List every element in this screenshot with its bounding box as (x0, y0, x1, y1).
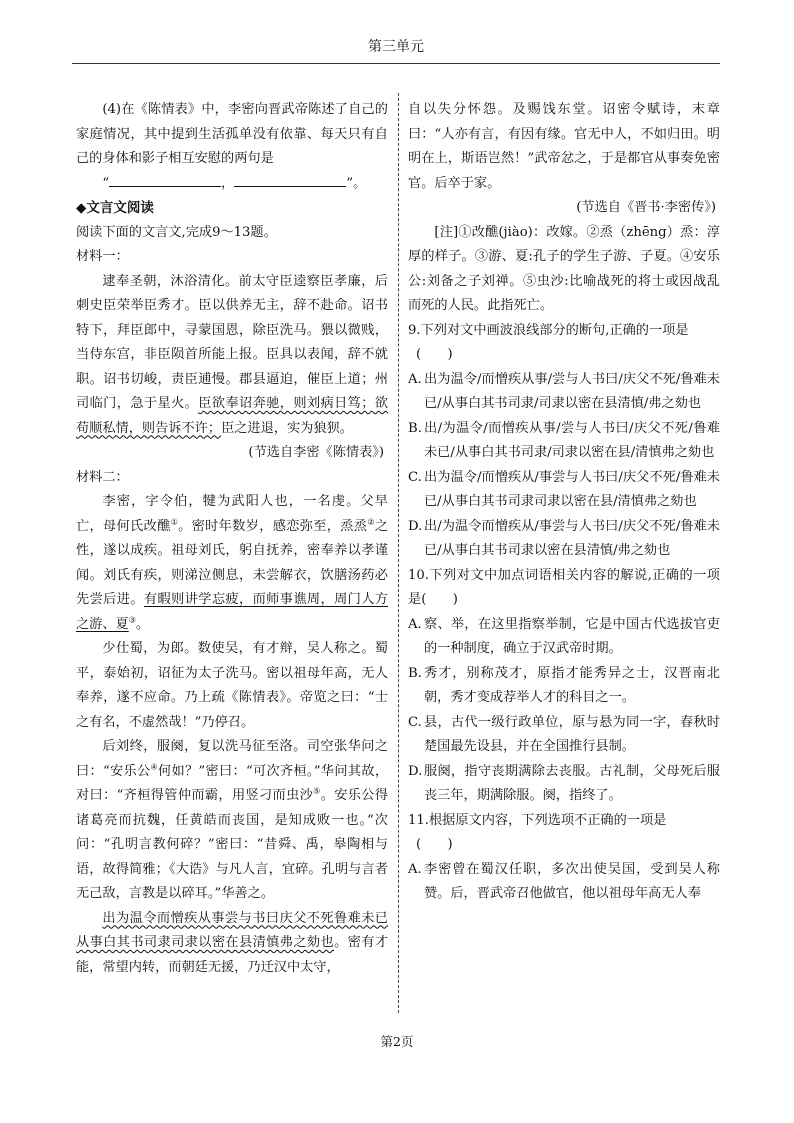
question-4: (4)在《陈情表》中，李密向晋武帝陈述了自己的家庭情况，其中提到生活孤单没有依靠、每天只有自己的身体和影子相互安慰的两句是 (76, 102, 388, 166)
question-9 (408, 319, 720, 368)
question-10-answer-paren[interactable]: ( ) (421, 592, 458, 607)
material-2-source: (节选自《晋书·李密传》) (576, 200, 716, 215)
q9-option-a[interactable]: A. 出为温令/而憎疾从事/尝与人书曰/庆父不死/鲁难未已/从事白其书司隶/司隶以密在县清慎/弗之劾也 (408, 371, 720, 411)
question-11-answer-paren[interactable]: ( ) (416, 837, 453, 852)
note-ref-4: ④ (150, 762, 158, 772)
question-9-answer-paren[interactable]: ( ) (416, 347, 453, 362)
answer-blank-2[interactable] (234, 173, 346, 187)
page-number: 第2页 (380, 1034, 414, 1049)
material-2-underlined: 有暇则讲学忘疲，而师事谯周，周门人方之游、夏 (76, 592, 389, 632)
question-4-text: 在《陈情表》中，李密向晋武帝陈述了自己的家庭情况，其中提到生活孤单没有依靠、每天只有自己的身体和影子相互安慰的两句是 (76, 102, 388, 166)
q9-option-b[interactable]: B. 出/为温令/而憎疾从事/尝与人书曰/庆父不死/鲁难未已/从事白其书司隶/司隶以密在县/清慎弗之劾也 (408, 420, 720, 460)
column-divider (398, 93, 399, 1013)
page-header (72, 36, 720, 64)
note-ref-5: ⑤ (313, 786, 321, 796)
material-1-text: 逮奉圣朝，沐浴清化。前太守臣逵察臣孝廉，后刺史臣荣举臣秀才。臣以供养无主，辞不赴命。诏书特下，拜臣郎中，寻蒙国恩，除臣洗马。猥以微贱，当侍东宫，非臣陨首所能上报。臣具以表闻，辞不就职。诏书切峻，责臣逋慢。郡县逼迫，催臣上道；州司临门，急于星火。臣欲奉诏奔驰，则刘病日笃；欲苟顺私情，则告诉不许；臣之进退，实为狼狈。 (76, 273, 389, 436)
q10-option-c[interactable]: C. 县，古代一级行政单位，原与悬为同一字，春秋时楚国最先设县，并在全国推行县制。 (408, 714, 720, 754)
material-2-para-3: 后刘终，服阕，复以洗马征至洛。司空张华问之曰：“安乐公④何如？”密曰：“可次齐桓。”华问其故，对曰：“齐桓得管仲而霸，用竖刁而虫沙⑤。安乐公得诸葛亮而抗魏，任黄皓而丧国，是知成败一也。”次问：“孔明言教何碎？”密曰：“昔舜、禹，皋陶相与语，故得简雅；《大诰》与凡人言，宜碎。孔明与言者无己敌，言教是以碎耳。”华善之。 (76, 739, 389, 901)
right-column (408, 98, 720, 907)
footnotes: [注]①改醮(jiào)：改嫁。②烝（zhēng）烝：淳厚的样子。③游、夏:孔子的学生子游、子夏。④安乐公:刘备之子刘禅。⑤虫沙:比喻战死的将士或因战乱而死的人民。此指死亡。 (408, 224, 720, 313)
answer-blank-1[interactable] (109, 173, 221, 187)
question-10 (408, 564, 720, 613)
q9-option-c[interactable]: C. 出为温令/而憎疾从/事尝与人书曰/庆父不死/鲁难未已/从事白其书司隶司隶以密在县/清慎弗之劾也 (408, 469, 720, 509)
q10-option-b[interactable]: B. 秀才，别称茂才，原指才能秀异之士，汉晋南北朝，秀才变成荐举人才的科目之一。 (408, 665, 720, 705)
question-11 (408, 809, 720, 858)
q9-option-d[interactable]: D. 出/为温令而憎疾从/事尝与人书曰/庆父不死/鲁难未已/从事白其书司隶以密在县清慎/弗之劾也 (408, 518, 720, 558)
material-1-underlined: 臣欲奉诏奔驰，则刘病日笃；欲苟顺私情，则告诉不许； (76, 396, 389, 436)
material-2-para-1: 李密，字令伯，犍为武阳人也，一名虔。父早亡，母何氏改醮①。密时年数岁，感恋弥至，烝烝②之性，遂以成疾。祖母刘氏，躬自抚养，密奉养以孝谨闻。刘氏有疾，则涕泣侧息，未尝解衣，饮膳汤药必先尝后进。有暇则讲学忘疲，而师事谯周，周门人方之游、夏③。 (76, 494, 389, 632)
reading-intro: 阅读下面的文言文,完成9～13题。 (76, 224, 277, 240)
material-1-label: 材料一： (76, 249, 129, 264)
q11-option-a[interactable]: A. 李密曾在蜀汉任职，多次出使吴国，受到吴人称赞。后，晋武帝召他做官，他以祖母年高无人奉 (408, 861, 720, 901)
question-9-stem: 9.下列对文中画波浪线部分的断句,正确的一项是 (408, 322, 689, 338)
material-2-label: 材料二： (76, 469, 129, 485)
section-title: ◆文言文阅读 (76, 200, 154, 216)
material-1-source: (节选自李密《陈情表》) (248, 445, 384, 460)
unit-title: 第三单元 (368, 39, 424, 55)
material-2-continued: 自以失分怀怨。及赐饯东堂。诏密令赋诗，末章曰：“人亦有言，有因有缘。官无中人，不如归田。明明在上，斯语岂然！”武帝忿之，于是都官从事奏免密官。后卒于家。 (408, 102, 720, 191)
question-10-stem: 10.下列对文中加点词语相关内容的解说,正确的一项是 (408, 567, 720, 607)
note-ref-1: ① (170, 517, 179, 527)
question-11-stem: 11.根据原文内容，下列选项不正确的一项是 (408, 812, 667, 828)
material-2-para-4: 出为温令而憎疾从事尝与书曰庆父不死鲁难未已从事白其书司隶司隶以密在县清慎弗之劾也。密有才能，常望内转，而朝廷无援，乃迁汉中太守， (76, 910, 389, 975)
page-footer (0, 1032, 794, 1050)
material-2-para-2: 少仕蜀，为郎。数使吴，有才辩，吴人称之。蜀平，泰始初，诏征为太子洗马。密以祖母年高，无人奉养，遂不应命。乃上疏《陈情表》。帝览之曰：“士之有名，不虚然哉！”乃停召。 (76, 641, 388, 730)
note-ref-3: ③ (128, 615, 136, 625)
question-4-blanks: “ ， ”。 (76, 172, 388, 197)
q10-option-d[interactable]: D. 服阕，指守丧期满除去丧服。古礼制，父母死后服丧三年，期满除服。阕，指终了。 (408, 763, 720, 803)
left-column (76, 98, 388, 980)
note-ref-2: ② (367, 517, 375, 527)
wavy-underlined-passage: 出为温令而憎疾从事尝与书曰庆父不死鲁难未已从事白其书司隶司隶以密在县清慎弗之劾也 (76, 910, 388, 950)
q10-option-a[interactable]: A. 察、举，在这里指察举制，它是中国古代选拔官吏的一种制度，确立于汉武帝时期。 (408, 616, 720, 656)
